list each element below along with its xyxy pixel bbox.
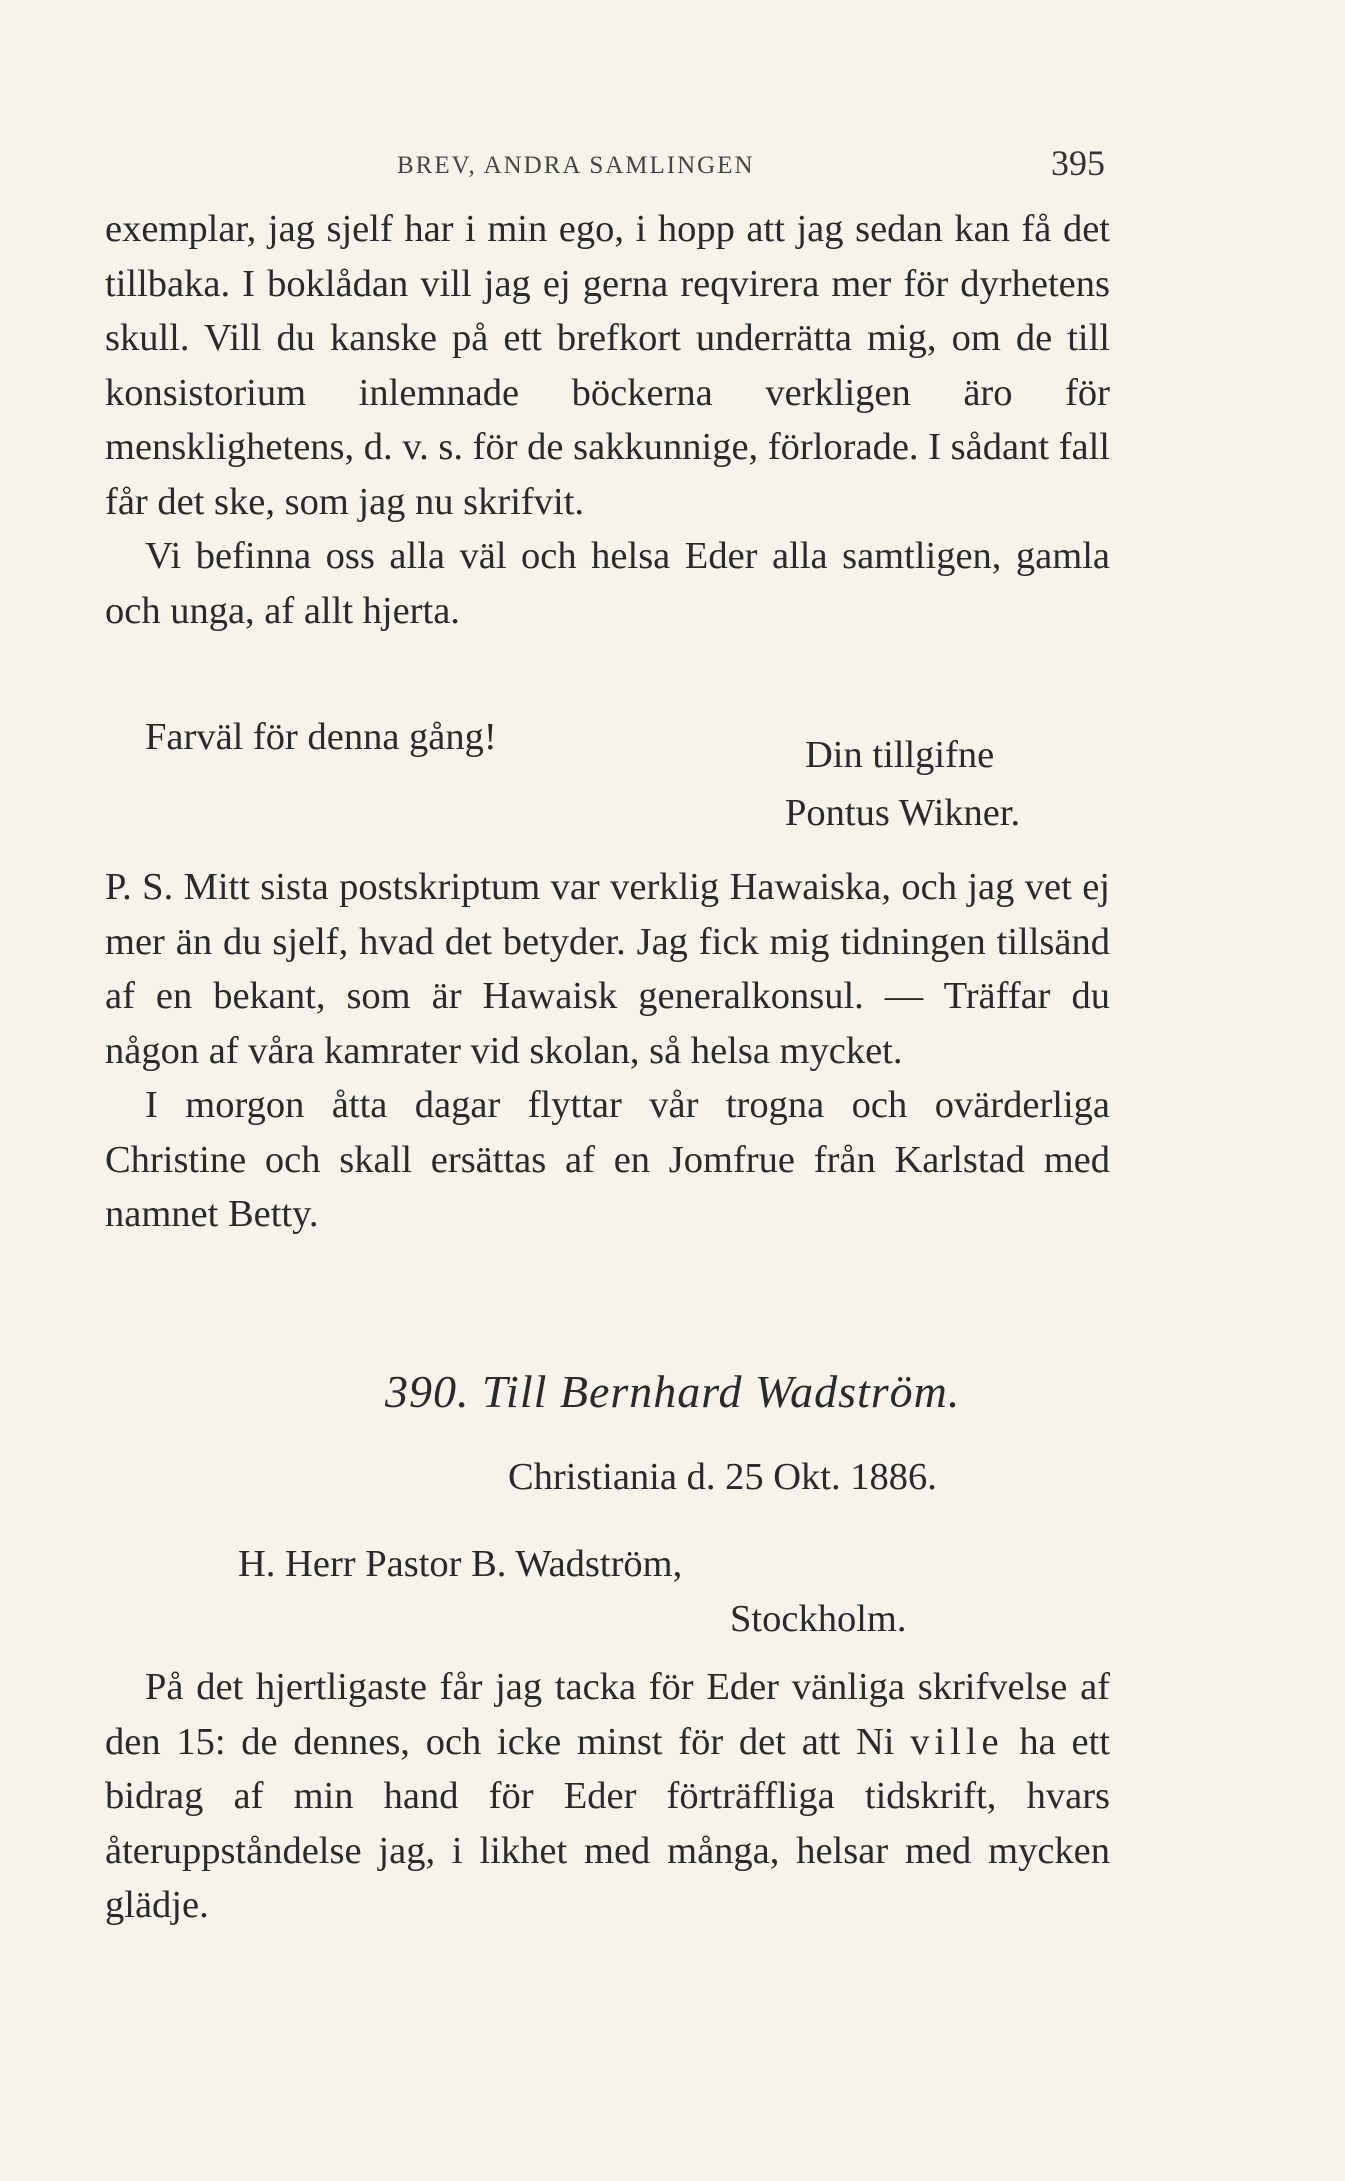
postscript (105, 860, 1110, 1242)
page-number: 395 (1051, 143, 1105, 183)
closing-line: Farväl för denna gång! (145, 716, 497, 758)
body-paragraph: exemplar, jag sjelf har i min ego, i hopp att jag sedan kan få det tillbaka. I boklådan vill jag ej gerna reqvirera mer för dyrhetens skull. Vill du kanske på ett brefkort underrätta mig, om de till konsistorium inlemnade böckerna verkligen äro för mensklighetens, d. v. s. för de sakkunnige, förlorade. I sådant fall får det ske, som jag nu skrifvit. (105, 208, 1110, 523)
letter-heading: 390. Till Bernhard Wadström. (385, 1366, 961, 1417)
page-header (105, 142, 1105, 192)
running-head: BREV, ANDRA SAMLINGEN (397, 152, 755, 179)
postscript-paragraph: P. S. Mitt sista postskriptum var verklig Hawaiska, och jag vet ej mer än du sjelf, hvad det betyder. Jag fick mig tidningen tillsänd af en bekant, som är Hawaisk generalkonsul. — Träffar du någon af våra kamrater vid skolan, så helsa mycket. (105, 866, 1110, 1072)
recipient-address: H. Herr Pastor B. Wadström, (238, 1543, 683, 1585)
letter-389-body (105, 202, 1110, 638)
body-text: På det hjertligaste får jag tacka för Eder vänliga skrifvelse af den 15: de dennes, och icke minst för det att Ni (105, 1666, 1110, 1763)
closing-greeting: Din tillgifne (805, 734, 995, 776)
body-paragraph (105, 1660, 1110, 1933)
recipient-city: Stockholm. (730, 1598, 907, 1640)
postscript-paragraph: I morgon åtta dagar flyttar vår trogna och ovärderliga Christine och skall ersättas af en Jomfrue från Karlstad med namnet Betty. (105, 1084, 1110, 1235)
emphasized-word: ville (910, 1720, 1004, 1763)
signature: Pontus Wikner. (785, 792, 1021, 834)
letter-390-body (105, 1660, 1110, 1933)
body-paragraph: Vi befinna oss alla väl och helsa Eder alla samtligen, gamla och unga, af allt hjerta. (105, 535, 1110, 632)
signoff (785, 726, 1020, 842)
dateline: Christiania d. 25 Okt. 1886. (508, 1456, 937, 1498)
body-text: ha ett bidrag af min hand för Eder förträffliga tidskrift, hvars återuppståndelse jag, i likhet med många, helsar med mycken glädje. (105, 1720, 1110, 1926)
